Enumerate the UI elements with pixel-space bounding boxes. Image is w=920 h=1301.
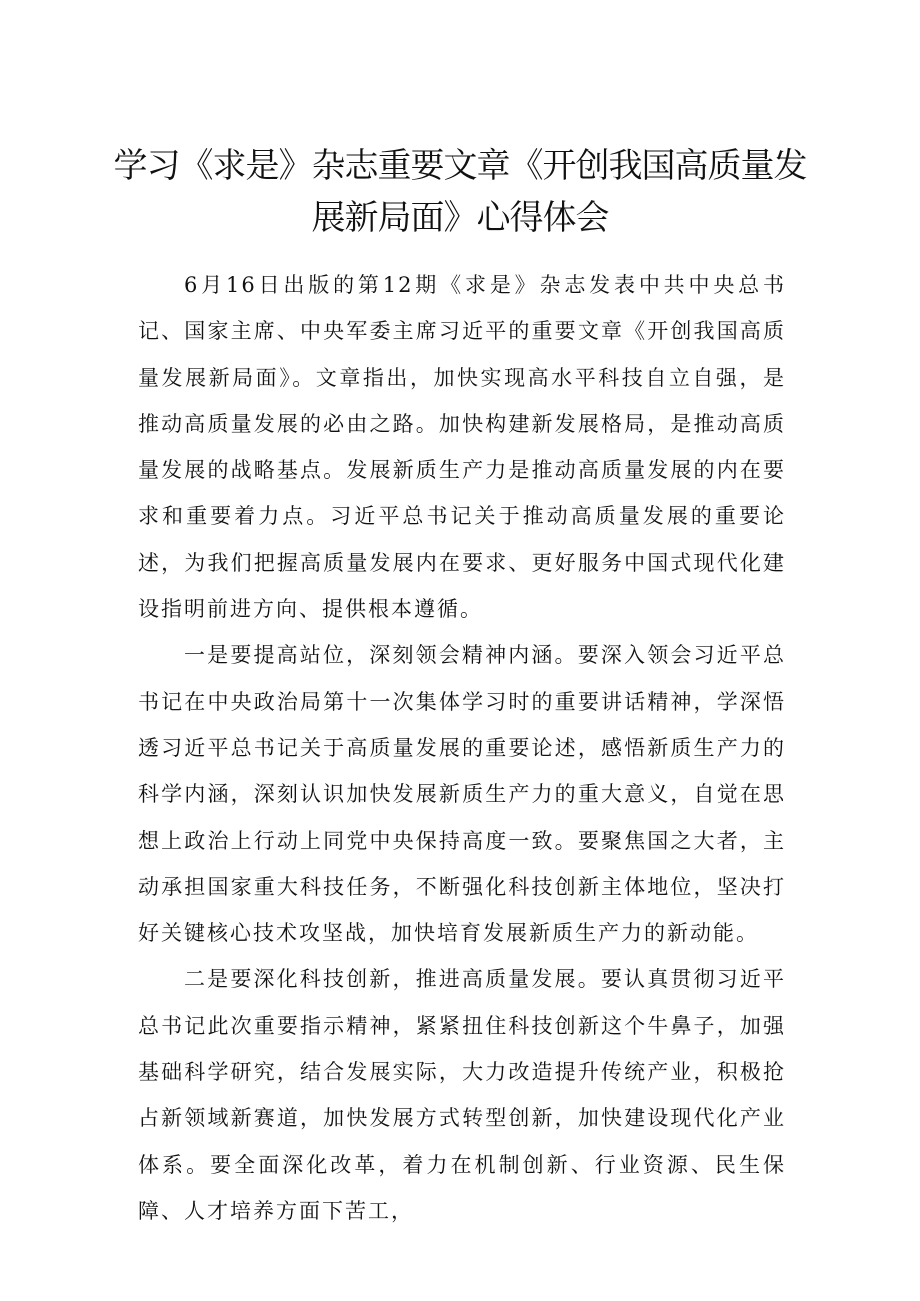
- paragraph-2: 一是要提高站位，深刻领会精神内涵。要深入领会习近平总书记在中央政治局第十一次集体学习时的重要讲话精神，学深悟透习近平总书记关于高质量发展的重要论述，感悟新质生产力的科学内涵，深刻认识加快发展新质生产力的重大意义，自觉在思想上政治上行动上同党中央保持高度一致。要聚焦国之大者，主动承担国家重大科技任务，不断强化科技创新主体地位，坚决打好关键核心技术攻坚战，加快培育发展新质生产力的新动能。: [138, 643, 786, 946]
- document-title: 学习《求是》杂志重要文章《开创我国高质量发展新局面》心得体会: [113, 146, 807, 238]
- paragraph-3: 二是要深化科技创新，推进高质量发展。要认真贯彻习近平总书记此次重要指示精神，紧紧扭住科技创新这个牛鼻子，加强基础科学研究，结合发展实际，大力改造提升传统产业，积极抢占新领域新赛道，加快发展方式转型创新，加快建设现代化产业体系。要全面深化改革，着力在机制创新、行业资源、民生保障、人才培养方面下苦工，: [138, 967, 786, 1223]
- paragraph-1: 6月16日出版的第12期《求是》杂志发表中共中央总书记、国家主席、中央军委主席习近平的重要文章《开创我国高质量发展新局面》。文章指出，加快实现高水平科技自立自强，是推动高质量发展的必由之路。加快构建新发展格局，是推动高质量发展的战略基点。发展新质生产力是推动高质量发展的内在要求和重要着力点。习近平总书记关于推动高质量发展的重要论述，为我们把握高质量发展内在要求、更好服务中国式现代化建设指明前进方向、提供根本遵循。: [138, 273, 786, 622]
- document-body: [138, 262, 786, 1234]
